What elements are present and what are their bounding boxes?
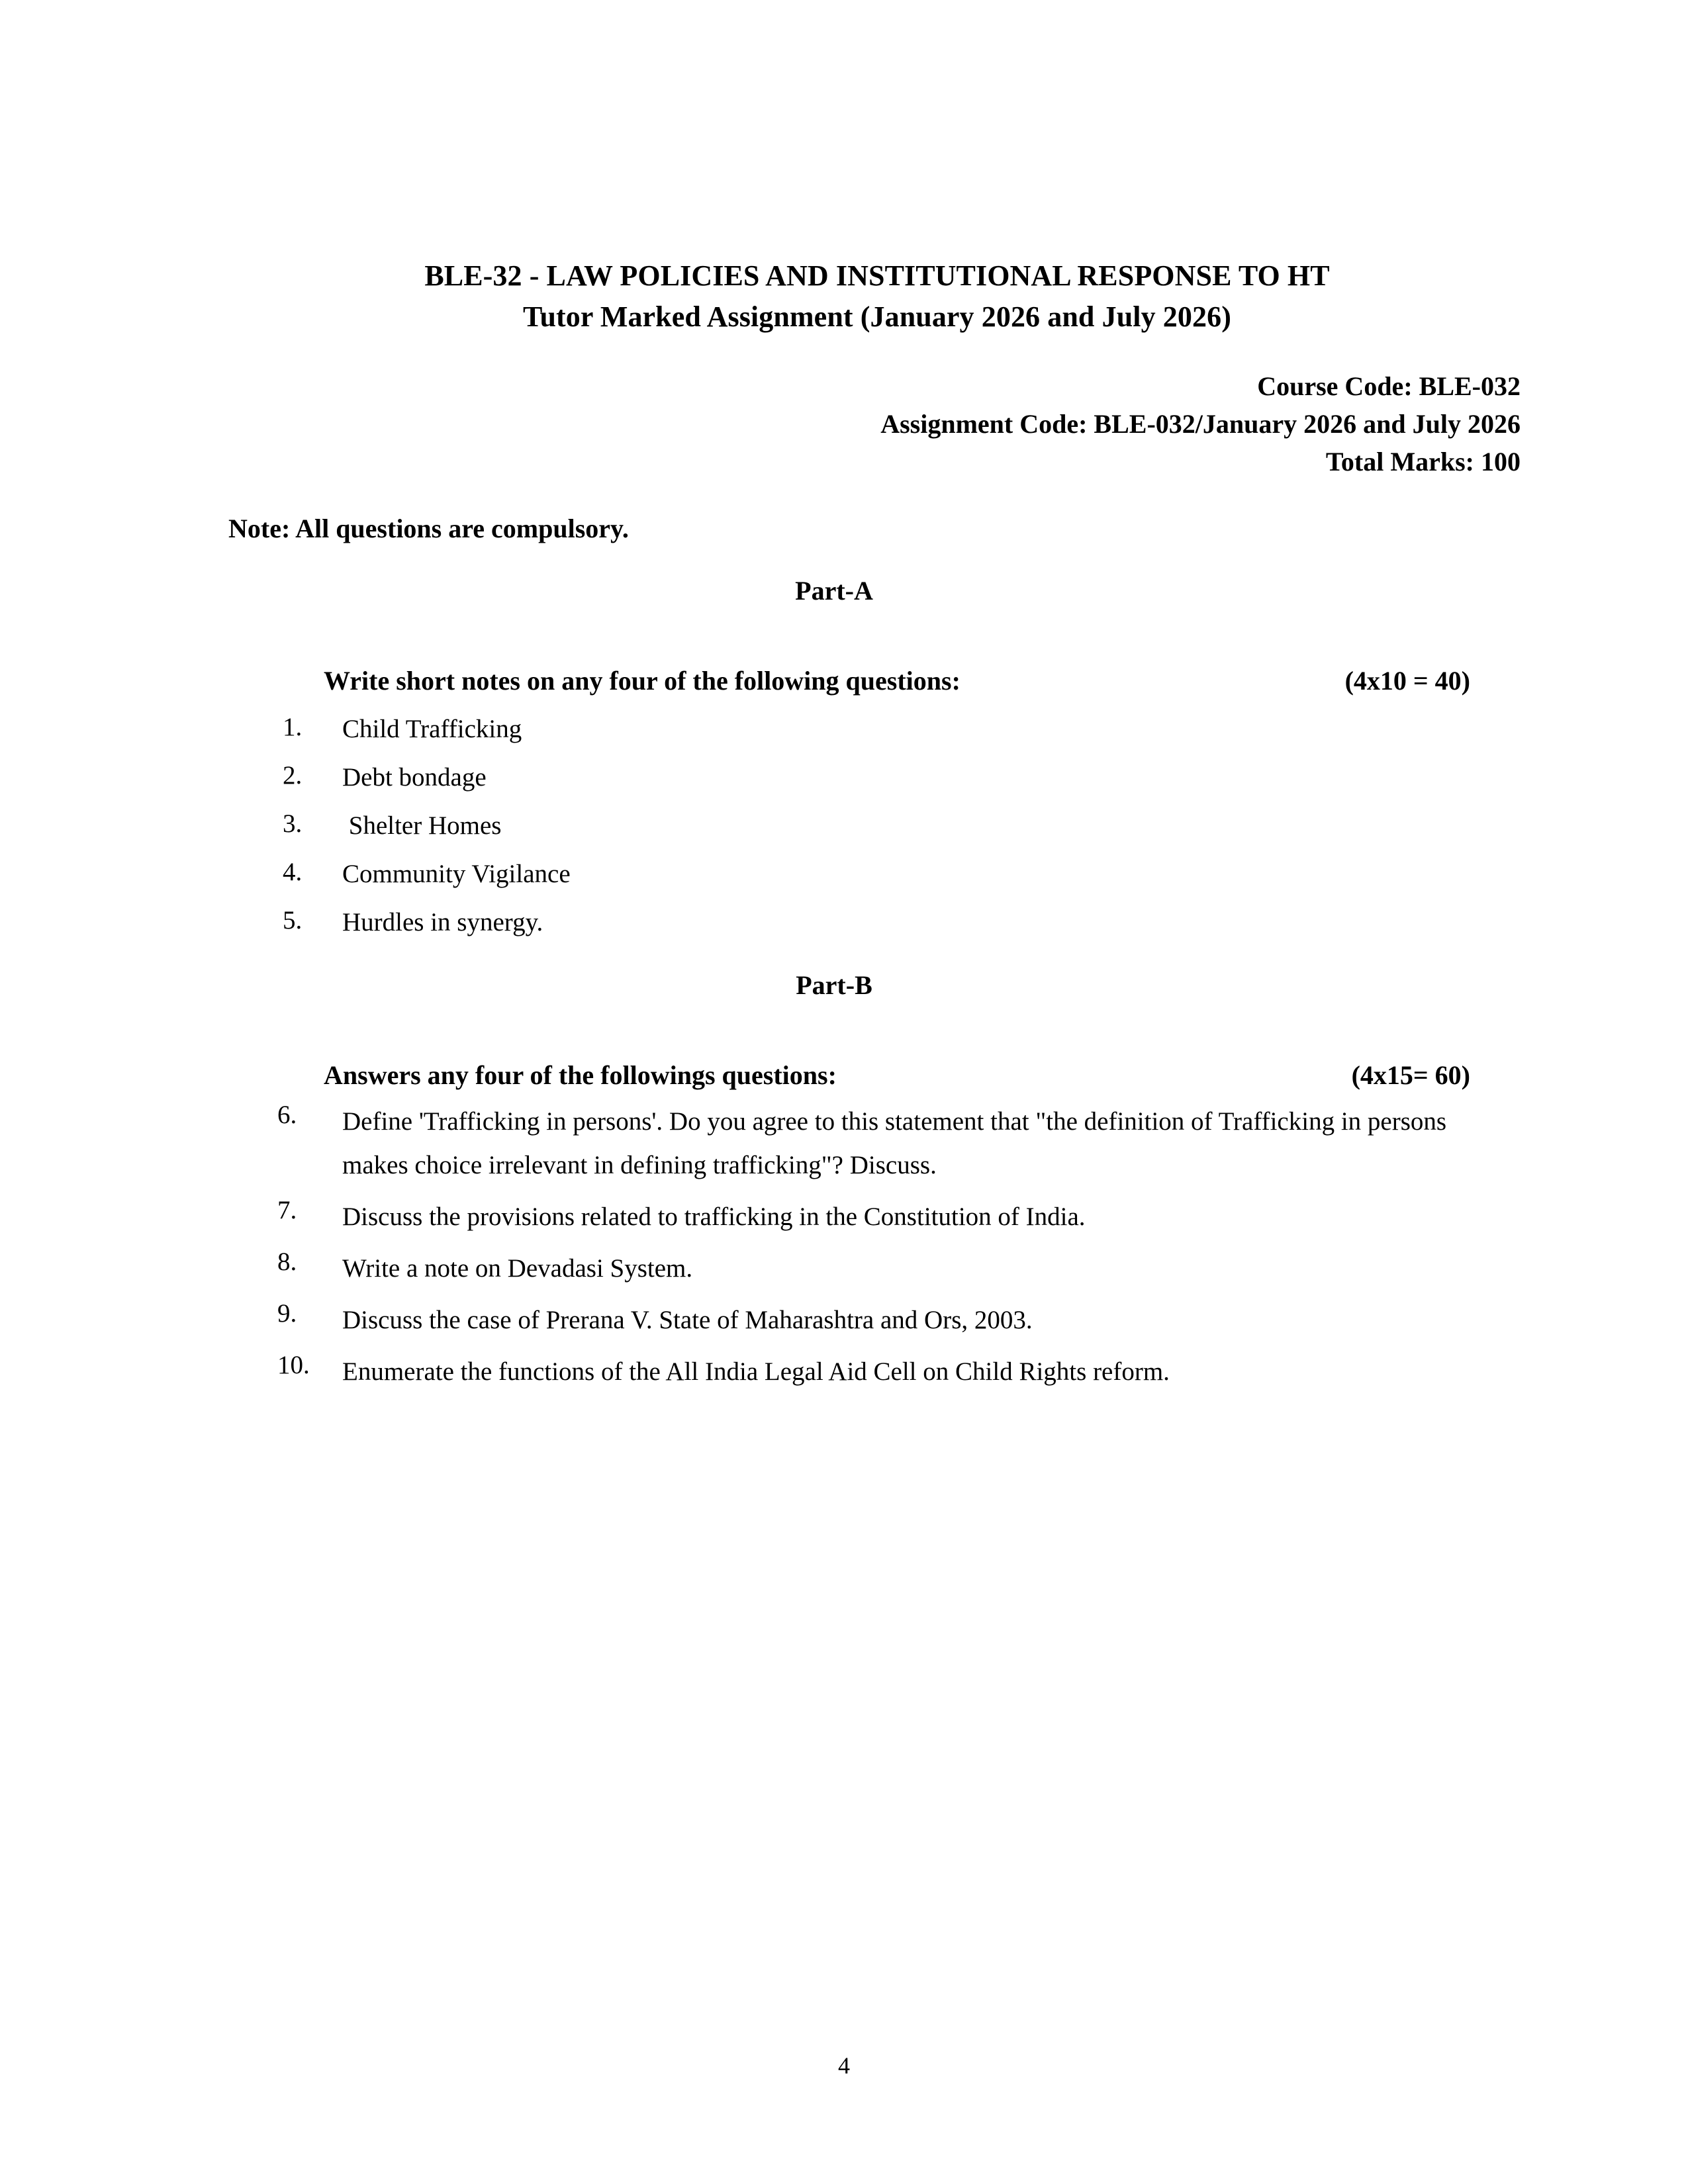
list-item [228,905,1526,940]
part-a-marks: (4x10 = 40) [1344,666,1470,696]
assignment-meta [228,367,1526,480]
list-item [228,1195,1526,1239]
question-text: Enumerate the functions of the All India Legal Aid Cell on Child Rights reform. [342,1357,1170,1386]
page-content [228,0,1526,1394]
part-b-heading: Part-B [796,970,872,1000]
list-item [228,760,1526,795]
question-text: Discuss the provisions related to trafficking in the Constitution of India. [342,1203,1086,1231]
note-text: Note: All questions are compulsory. [228,514,629,543]
part-a-instruction-row [228,664,1526,698]
question-number: 5. [283,906,303,934]
question-number: 2. [283,761,303,790]
part-b-instruction-row [228,1059,1526,1092]
question-number: 9. [277,1299,297,1328]
question-text: Hurdles in synergy. [342,908,543,936]
part-b-question-list [228,1100,1526,1394]
question-number: 3. [283,809,303,838]
question-text: Define 'Trafficking in persons'. Do you agree to this statement that "the definition of Trafficking in persons makes choice irrelevant in defining trafficking"? Discuss. [342,1107,1453,1179]
page-title-line-2: Tutor Marked Assignment (January 2026 and July 2026) [523,300,1231,333]
list-item [228,1247,1526,1291]
list-item [228,857,1526,891]
question-number: 4. [283,858,303,886]
question-text: Write a note on Devadasi System. [342,1254,693,1283]
part-b-instruction: Answers any four of the followings questions: [324,1060,837,1090]
question-text: Shelter Homes [342,811,502,840]
question-number: 8. [277,1248,297,1276]
course-code: Course Code: BLE-032 [1257,371,1521,401]
assignment-code: Assignment Code: BLE-032/January 2026 and July 2026 [880,409,1521,439]
page-title-line-1: BLE-32 - LAW POLICIES AND INSTITUTIONAL RESPONSE TO HT [424,259,1330,292]
question-number: 7. [277,1196,297,1224]
question-number: 6. [277,1101,297,1129]
part-a-heading: Part-A [795,576,873,606]
question-text: Community Vigilance [342,860,571,888]
question-text: Child Trafficking [342,715,522,743]
question-number: 1. [283,713,303,741]
page-number: 4 [838,2052,850,2079]
part-b-marks: (4x15= 60) [1351,1060,1470,1090]
list-item [228,1100,1526,1187]
part-a-question-list [228,712,1526,940]
list-item [228,1298,1526,1342]
question-text: Debt bondage [342,763,487,792]
question-text: Discuss the case of Prerana V. State of Maharashtra and Ors, 2003. [342,1306,1033,1334]
part-a-instruction: Write short notes on any four of the following questions: [324,666,961,696]
list-item [228,809,1526,843]
list-item [228,712,1526,747]
total-marks: Total Marks: 100 [1325,447,1521,477]
list-item [228,1350,1526,1394]
question-number: 10. [277,1351,310,1379]
